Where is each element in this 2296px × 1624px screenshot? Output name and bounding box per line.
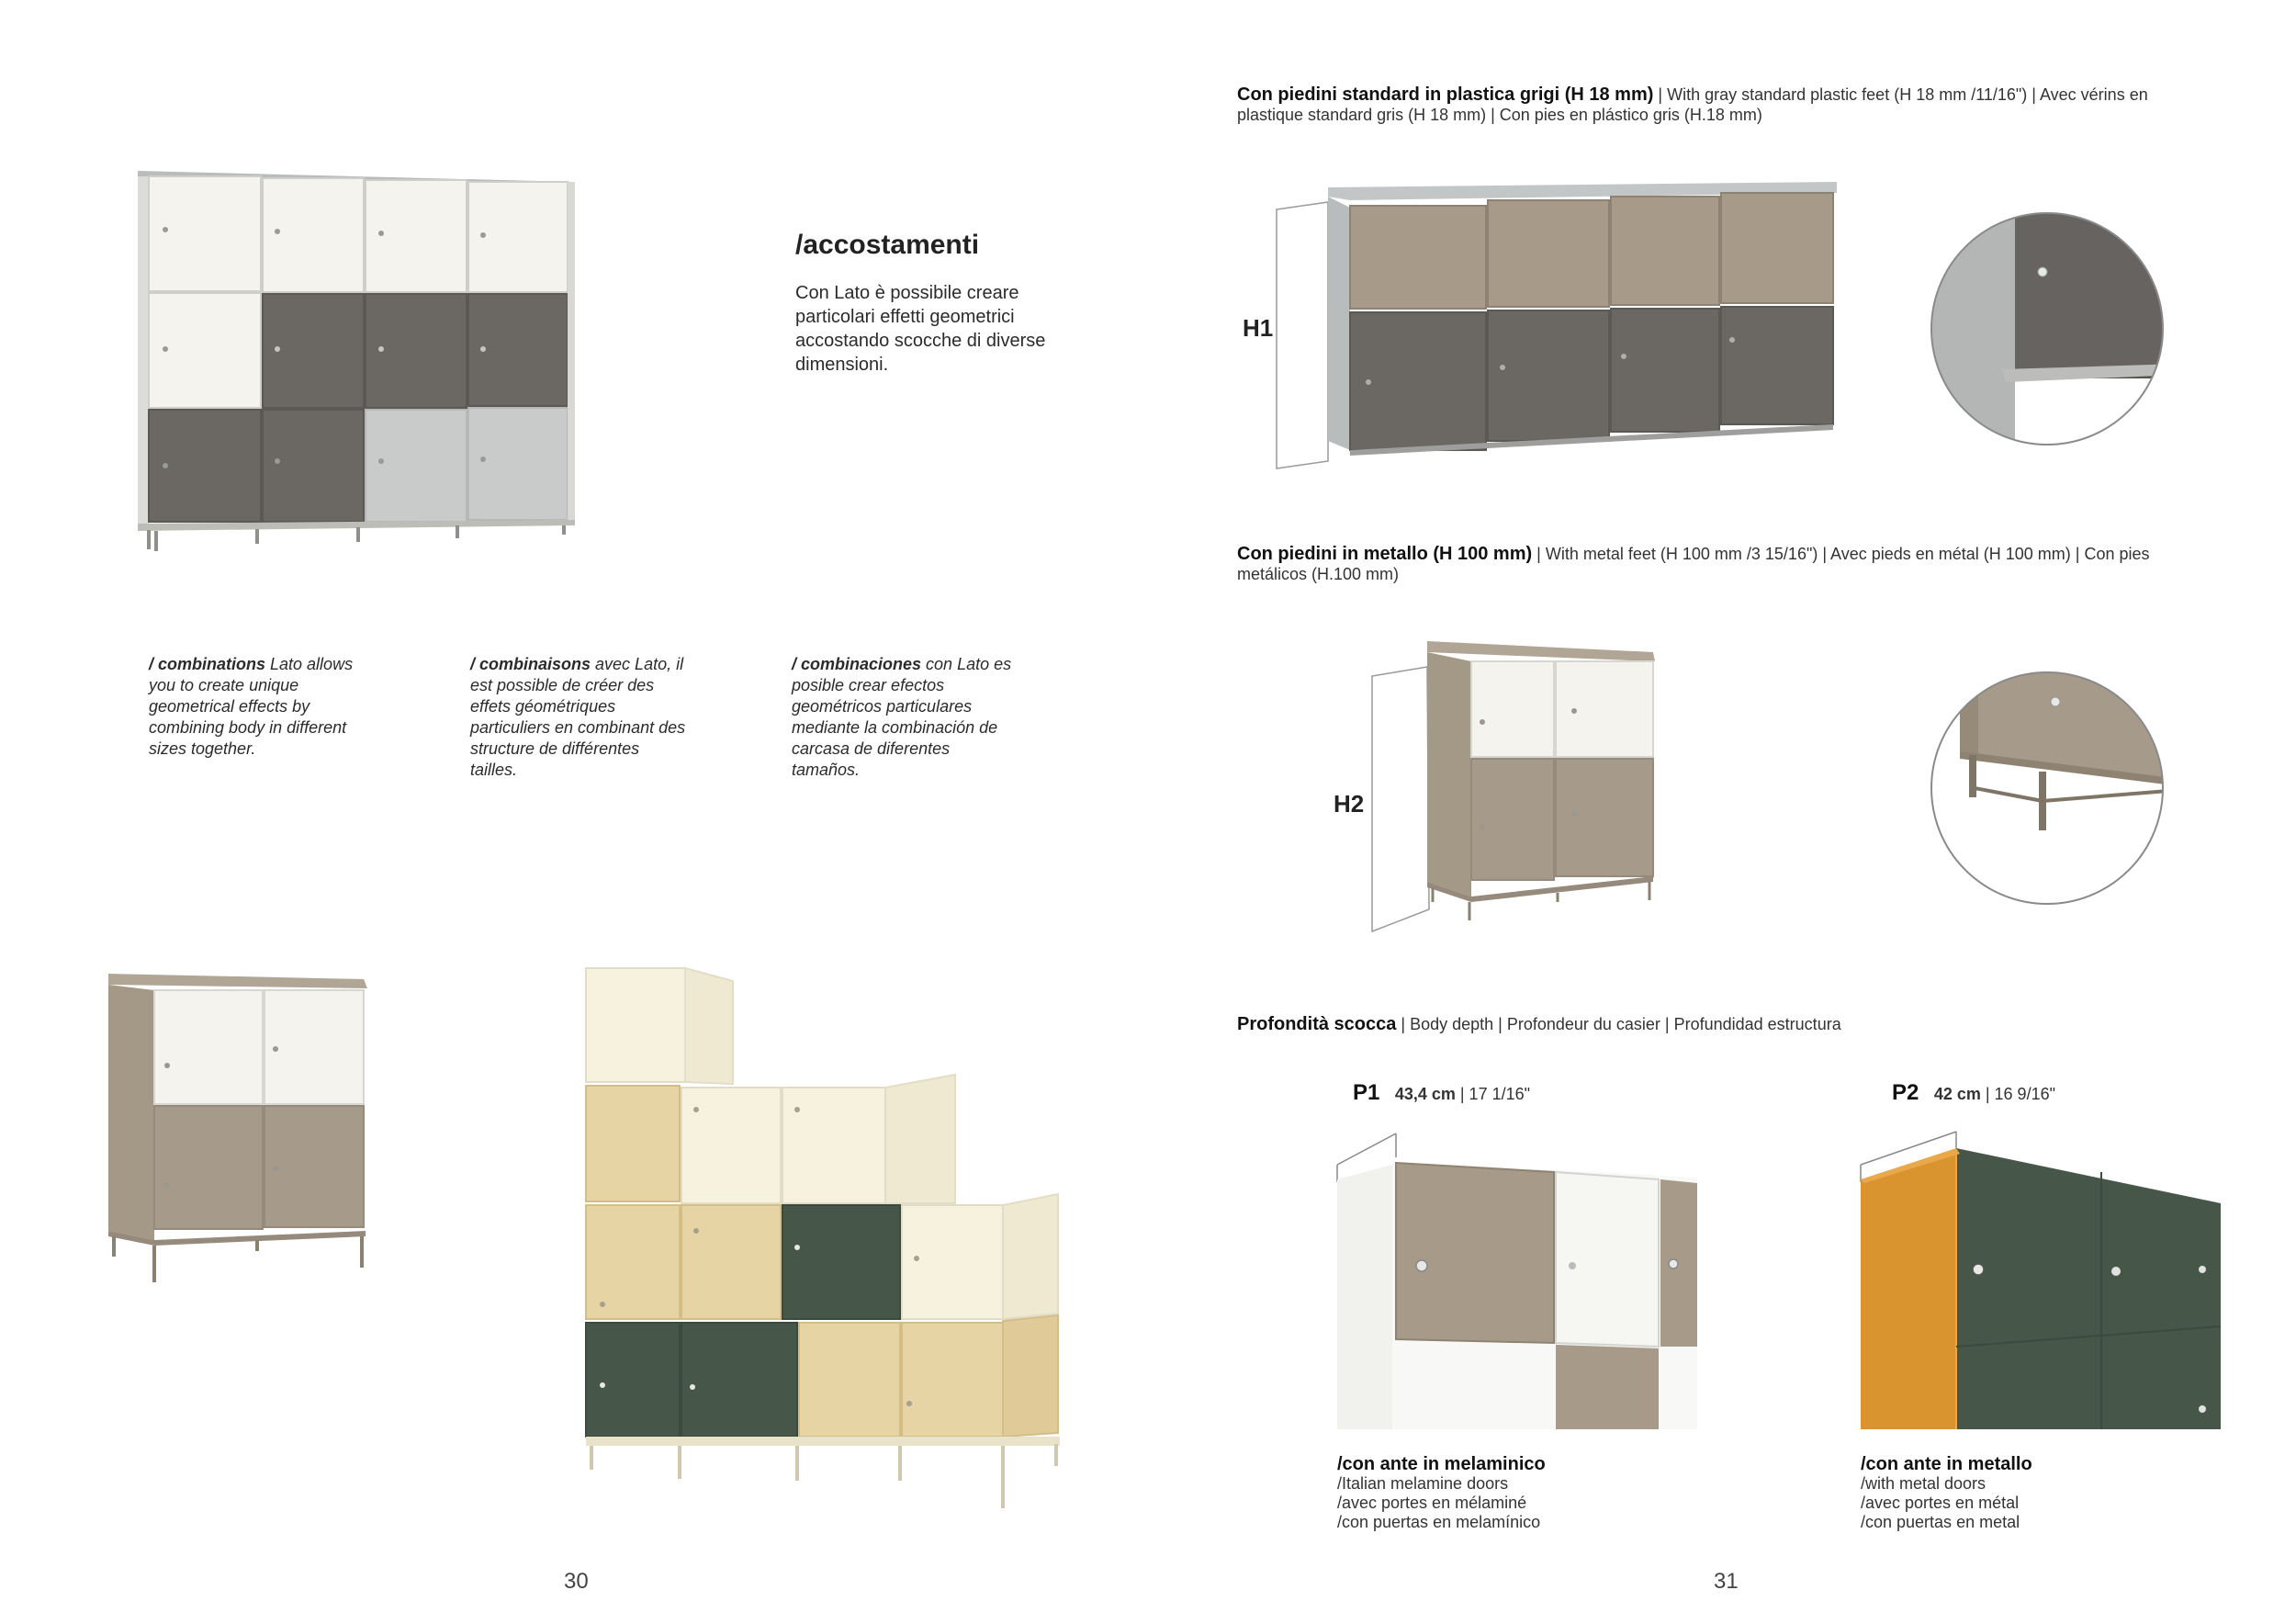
translation-label: / combinaisons: [470, 655, 591, 673]
body-depth-text: | Body depth | Profondeur du casier | Profundidad estructura: [1396, 1015, 1841, 1033]
cabinet-combination-image: [129, 165, 588, 560]
intro-text: Con Lato è possibile creare particolari effetti geometrici accostando scocche di diverse dimensioni.: [795, 283, 1046, 375]
detail-metal-feet-image: [1914, 663, 2180, 913]
p1-code: P1: [1353, 1080, 1380, 1105]
melamine-doors-image: [1337, 1126, 1705, 1435]
p1-caption-line: /Italian melamine doors: [1337, 1474, 1509, 1493]
feet-metal-header: [1237, 544, 2183, 584]
translation-text: Lato allows you to create unique geometrical effects by combining body in different sizes together.: [149, 655, 354, 758]
translation-label: / combinaciones: [792, 655, 922, 673]
page-number: 30: [564, 1569, 589, 1594]
translation-label: / combinations: [149, 655, 266, 673]
p2-caption-line: /con puertas en metal: [1861, 1513, 2020, 1531]
p2-value: 42 cm: [1933, 1085, 1981, 1103]
feet-standard-label: Con piedini standard in plastica grigi (H 18 mm): [1237, 85, 1654, 105]
body-depth-label: Profondità scocca: [1237, 1014, 1397, 1034]
credenza-plastic-feet-image: [1277, 175, 1846, 478]
translation-text: avec Lato, il est possible de créer des effets géométriques particuliers en combinant des structure de différentes tailles.: [470, 655, 686, 779]
p1-caption: [1337, 1455, 1613, 1532]
p2-caption-title: /con ante in metallo: [1861, 1454, 2032, 1474]
p1-caption-line: /con puertas en melamínico: [1337, 1513, 1541, 1531]
body-depth-header: [1237, 1014, 2183, 1034]
p1-depth-label: [1353, 1080, 1530, 1106]
p2-caption-line: /avec portes en métal: [1861, 1494, 2020, 1512]
staircase-cabinet-image: [579, 955, 1093, 1525]
p2-depth-label: [1892, 1080, 2055, 1106]
translation-english: [149, 654, 369, 760]
metal-doors-image: [1861, 1126, 2228, 1435]
feet-standard-text: | With gray standard plastic feet (H 18 mm /11/16") | Avec vérins en plastique standard gris (H 18 mm) | Con pies en plástico gris (H.18 mm): [1237, 85, 2148, 124]
feet-metal-label: Con piedini in metallo (H 100 mm): [1237, 544, 1533, 564]
p2-code: P2: [1892, 1080, 1919, 1105]
p1-value: 43,4 cm: [1394, 1085, 1456, 1103]
dimension-h2-label: H2: [1334, 790, 1365, 818]
feet-standard-header: [1237, 85, 2183, 125]
translation-spanish: [792, 654, 1012, 781]
p1-caption-line: /avec portes en mélaminé: [1337, 1494, 1527, 1512]
feet-metal-text: | With metal feet (H 100 mm /3 15/16") | Avec pieds en métal (H 100 mm) | Con pies metálicos (H.100 mm): [1237, 545, 2150, 583]
small-cabinet-image: [101, 964, 377, 1295]
p2-caption-line: /with metal doors: [1861, 1474, 1986, 1493]
detail-plastic-feet-image: [1914, 204, 2180, 454]
p2-caption: [1861, 1455, 2136, 1532]
cabinet-metal-feet-image: [1368, 634, 1681, 946]
p2-imperial: | 16 9/16": [1980, 1085, 2055, 1103]
dimension-h1-label: H1: [1243, 314, 1274, 342]
p1-imperial: | 17 1/16": [1455, 1085, 1530, 1103]
translation-french: [470, 654, 691, 781]
page-number: 31: [1714, 1569, 1739, 1594]
section-title: /accostamenti: [795, 230, 980, 260]
p1-caption-title: /con ante in melaminico: [1337, 1454, 1546, 1474]
translation-text: con Lato es posible crear efectos geométricos particulares mediante la combinación de carcasa de diferentes tamaños.: [792, 655, 1012, 779]
